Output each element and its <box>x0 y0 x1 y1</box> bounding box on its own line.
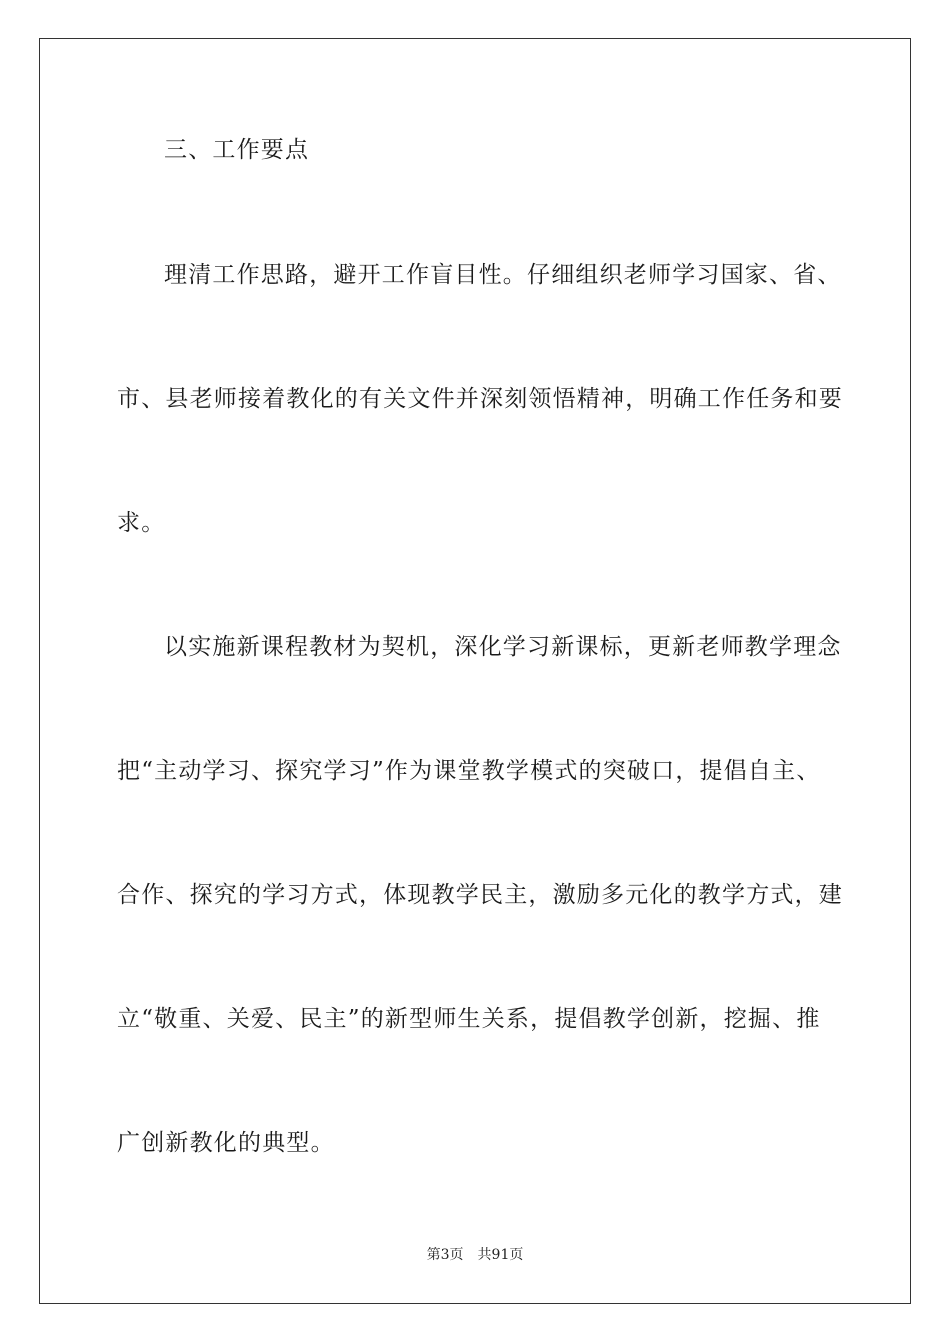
section-heading: 三、工作要点 <box>164 137 310 163</box>
paragraph-line: 以实施新课程教材为契机，深化学习新课标，更新老师教学理念 <box>164 634 842 660</box>
page-footer <box>0 1246 950 1264</box>
page-number: 第3页 <box>426 1247 464 1263</box>
page-total: 共91页 <box>477 1247 524 1263</box>
paragraph-line: 求。 <box>117 510 166 536</box>
page-border <box>39 38 911 1304</box>
paragraph-line: 广创新教化的典型。 <box>117 1130 335 1156</box>
paragraph-line: 立“敬重、关爱、民主”的新型师生关系，提倡教学创新，挖掘、推 <box>117 1006 821 1032</box>
paragraph-line: 合作、探究的学习方式，体现教学民主，激励多元化的教学方式，建 <box>117 882 843 908</box>
paragraph-line: 把“主动学习、探究学习”作为课堂教学模式的突破口，提倡自主、 <box>117 758 821 784</box>
paragraph-line: 市、县老师接着教化的有关文件并深刻领悟精神，明确工作任务和要 <box>117 386 843 412</box>
paragraph-line: 理清工作思路，避开工作盲目性。仔细组织老师学习国家、省、 <box>164 262 842 288</box>
